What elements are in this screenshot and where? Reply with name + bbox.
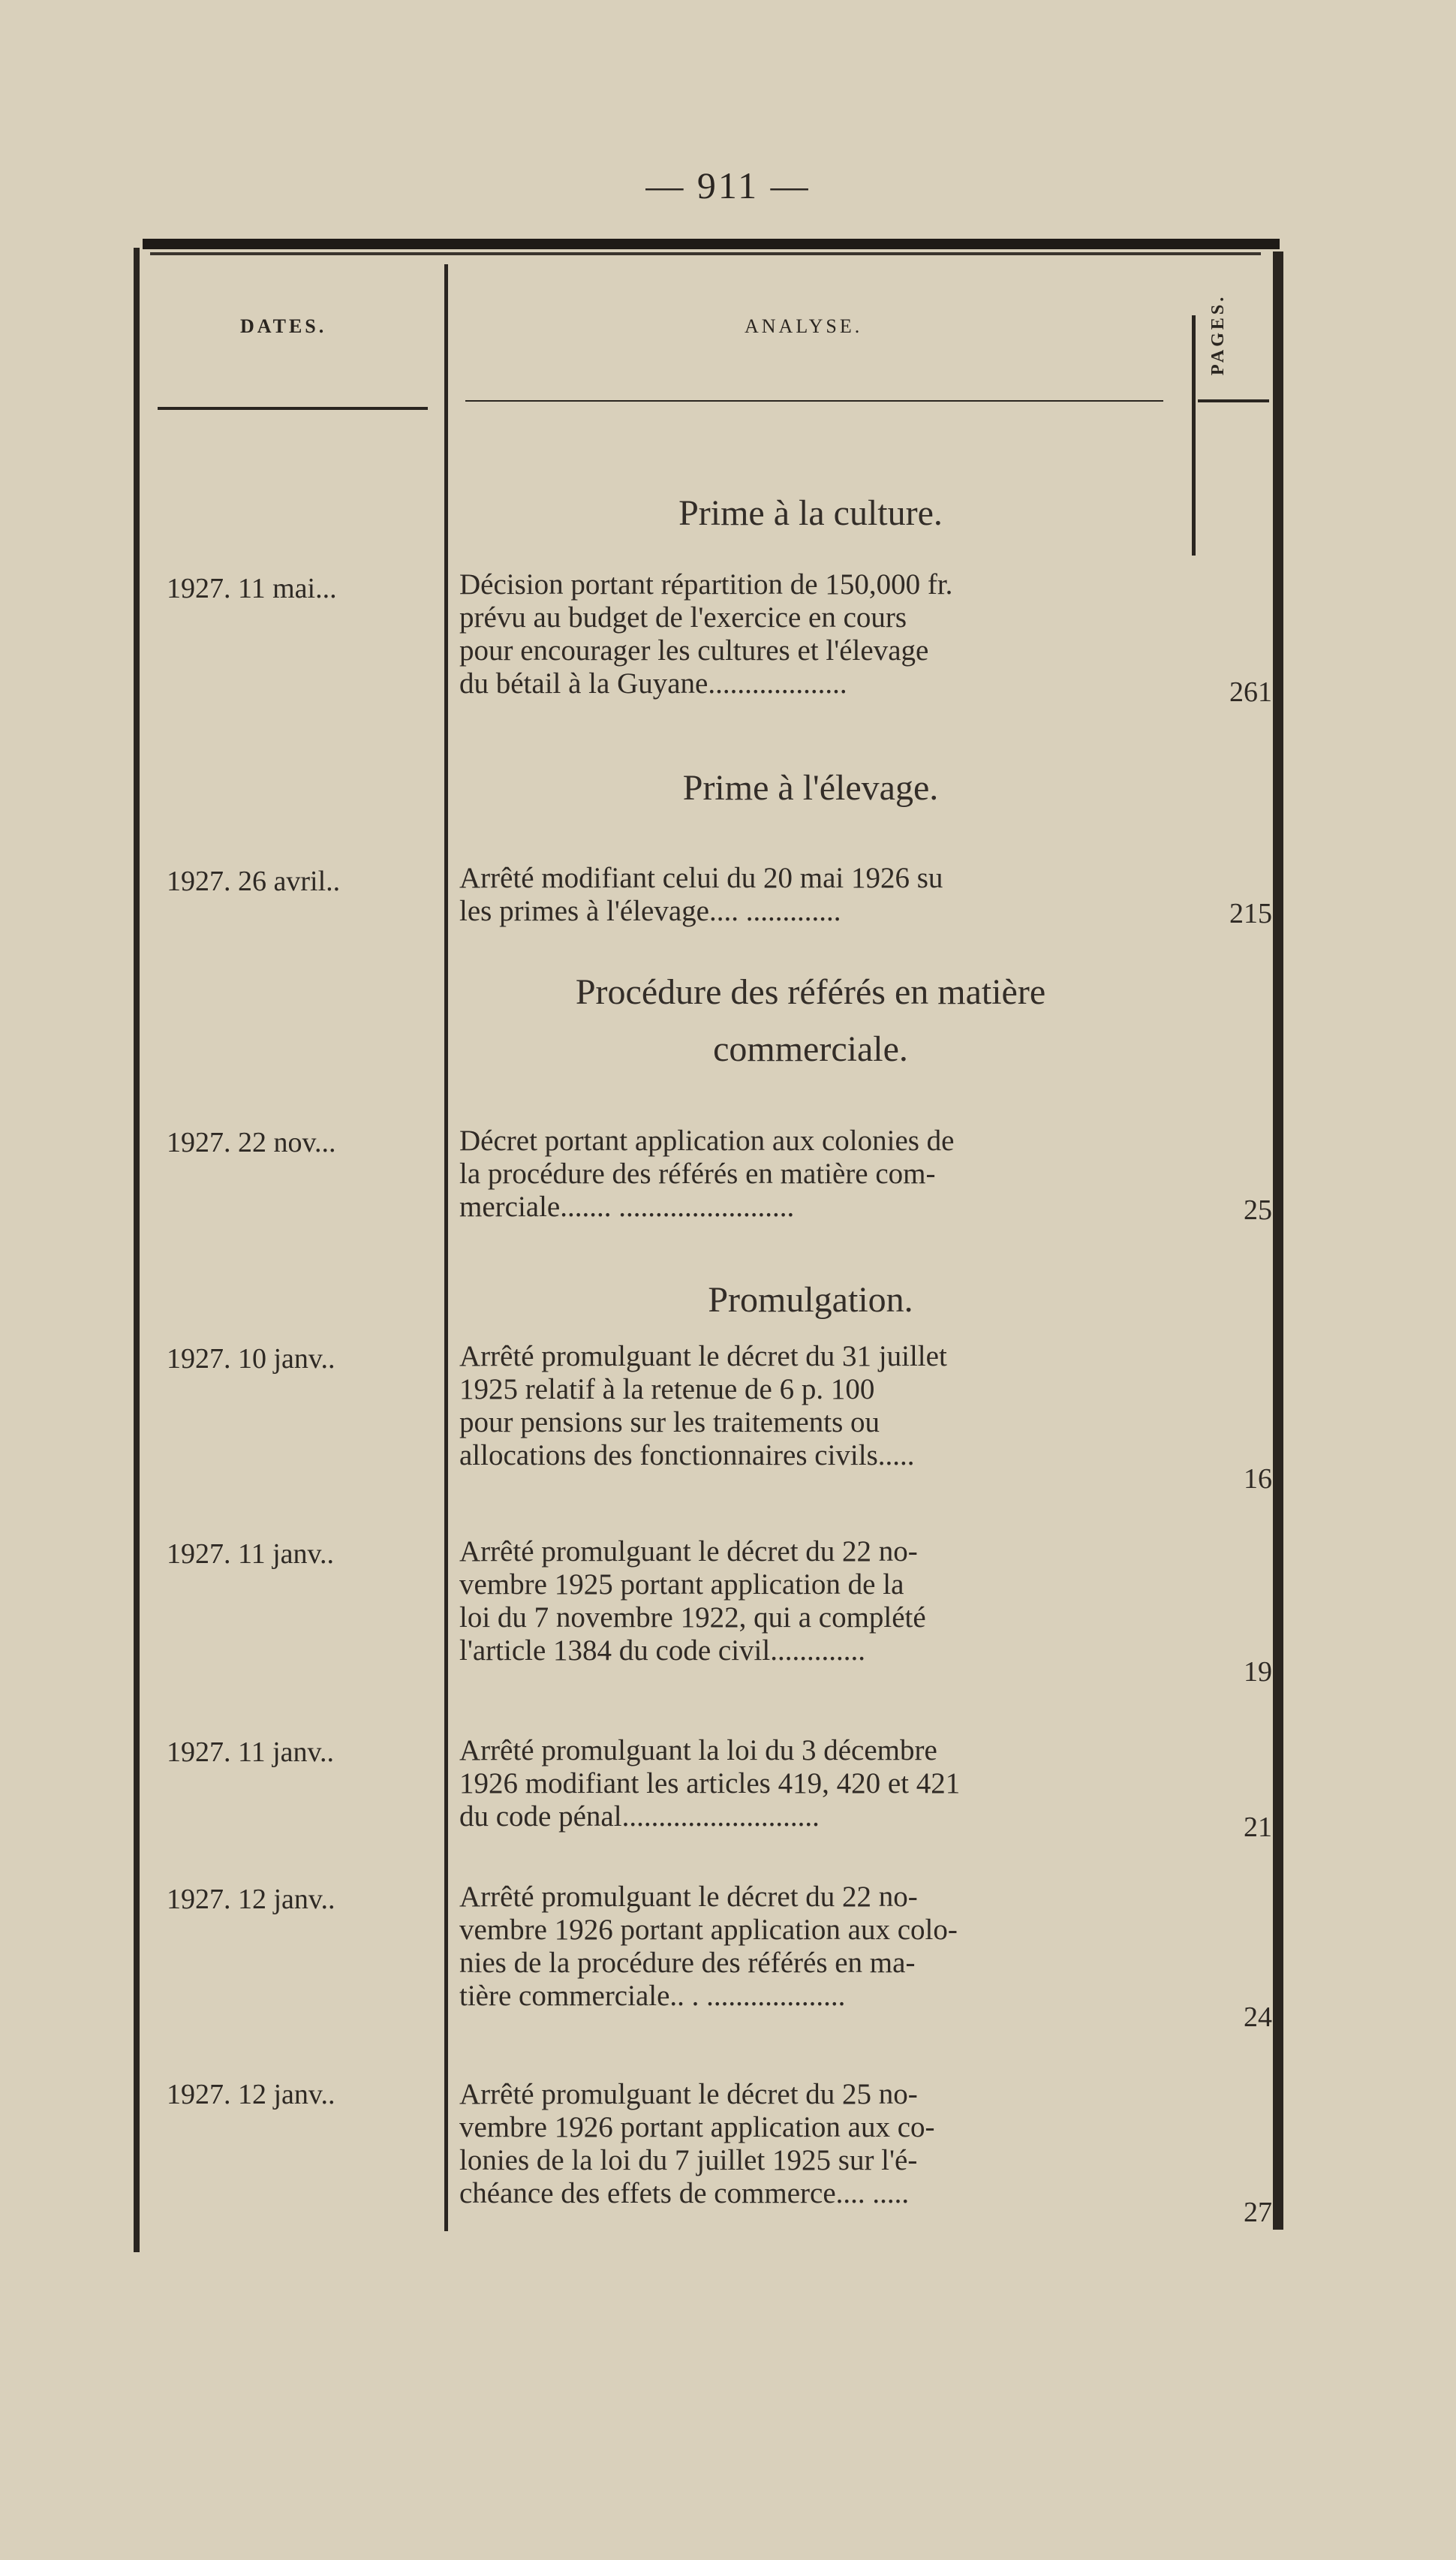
header-rule-analyse [465, 400, 1163, 402]
entry-analysis [459, 2078, 1180, 2210]
page-number: — 911 — [645, 164, 811, 206]
analysis-line: du bétail à la Guyane................... [459, 667, 847, 700]
analysis-line: l'article 1384 du code civil............. [459, 1634, 865, 1667]
analysis-line: Arrêté promulguant le décret du 31 juillet [459, 1340, 947, 1372]
analysis-line: pour encourager les cultures et l'élevage [459, 634, 929, 667]
entry-date: 1927. 11 mai... [167, 573, 337, 604]
entry-date: 1927. 10 janv.. [167, 1343, 335, 1375]
section-title-line: commerciale. [713, 1029, 908, 1069]
entry-date: 1927. 11 janv.. [167, 1736, 335, 1768]
entry-analysis [459, 1881, 1180, 2013]
section-title-procedure-refere [428, 968, 1193, 1074]
entry-date: 1927. 12 janv.. [167, 1884, 335, 1915]
entry-date: 1927. 12 janv.. [167, 2079, 335, 2110]
section-title-prime-elevage: Prime à l'élevage. [682, 768, 939, 808]
header-rule-dates [158, 407, 428, 410]
header-rule-pages [1198, 399, 1269, 402]
entry-page-ref: 215 [1229, 898, 1272, 929]
section-title-prime-culture: Prime à la culture. [678, 493, 943, 533]
analysis-line: les primes à l'élevage.... ............. [459, 895, 841, 927]
entry-analysis [459, 1125, 1180, 1224]
entry-date: 1927. 26 avril.. [167, 866, 341, 897]
dates-divider [444, 264, 448, 2231]
analysis-line: lonies de la loi du 7 juillet 1925 sur l'é- [459, 2144, 918, 2176]
analysis-line: Arrêté modifiant celui du 20 mai 1926 su [459, 862, 943, 894]
analysis-line: chéance des effets de commerce.... ..... [459, 2177, 910, 2209]
analysis-line: vembre 1926 portant application aux co- [459, 2111, 935, 2143]
analysis-line: prévu au budget de l'exercice en cours [459, 601, 907, 634]
header-pages: PAGES. [1208, 294, 1228, 375]
top-rule [143, 239, 1280, 249]
analysis-line: allocations des fonctionnaires civils..... [459, 1439, 915, 1471]
analysis-line: vembre 1926 portant application aux colo- [459, 1914, 958, 1946]
entry-date: 1927. 22 nov... [167, 1127, 336, 1158]
entry-date: 1927. 11 janv.. [167, 1538, 335, 1570]
top-rule-thin [150, 252, 1261, 255]
section-title-line: Procédure des référés en matière [575, 972, 1046, 1012]
analysis-line: Décision portant répartition de 150,000 fr. [459, 568, 953, 601]
entry-page-ref: 21 [1244, 1812, 1272, 1843]
right-border [1273, 251, 1283, 2230]
analysis-line: nies de la procédure des référés en ma- [459, 1947, 916, 1979]
analysis-line: merciale....... ........................ [459, 1191, 795, 1223]
header-dates: DATES. [240, 315, 327, 337]
analysis-line: tière commerciale.. . ................... [459, 1980, 846, 2012]
analysis-line: 1926 modifiant les articles 419, 420 et 421 [459, 1767, 961, 1800]
analysis-line: vembre 1925 portant application de la [459, 1568, 904, 1601]
analysis-line: 1925 relatif à la retenue de 6 p. 100 [459, 1373, 875, 1405]
entry-analysis [459, 1340, 1180, 1472]
analysis-line: pour pensions sur les traitements ou [459, 1406, 880, 1438]
entry-page-ref: 25 [1244, 1194, 1272, 1226]
entry-page-ref: 16 [1244, 1463, 1272, 1495]
entry-analysis [459, 862, 1180, 928]
section-title-promulgation: Promulgation. [708, 1280, 913, 1320]
entry-page-ref: 19 [1244, 1656, 1272, 1688]
analysis-line: Arrêté promulguant le décret du 25 no- [459, 2078, 918, 2110]
header-analyse: ANALYSE. [745, 315, 863, 337]
entry-analysis [459, 568, 1180, 700]
entry-analysis [459, 1535, 1180, 1667]
analysis-line: Arrêté promulguant la loi du 3 décembre [459, 1734, 937, 1766]
analysis-line: du code pénal........................... [459, 1800, 820, 1833]
left-border [134, 248, 140, 2252]
analysis-line: Arrêté promulguant le décret du 22 no- [459, 1881, 918, 1913]
analysis-line: la procédure des référés en matière com- [459, 1158, 936, 1190]
entry-page-ref: 27 [1244, 2197, 1272, 2228]
entry-page-ref: 261 [1229, 676, 1272, 708]
entry-analysis [459, 1734, 1180, 1833]
analysis-line: loi du 7 novembre 1922, qui a complété [459, 1601, 926, 1634]
analysis-line: Décret portant application aux colonies de [459, 1125, 955, 1157]
entry-page-ref: 24 [1244, 2001, 1272, 2033]
analysis-line: Arrêté promulguant le décret du 22 no- [459, 1535, 918, 1568]
